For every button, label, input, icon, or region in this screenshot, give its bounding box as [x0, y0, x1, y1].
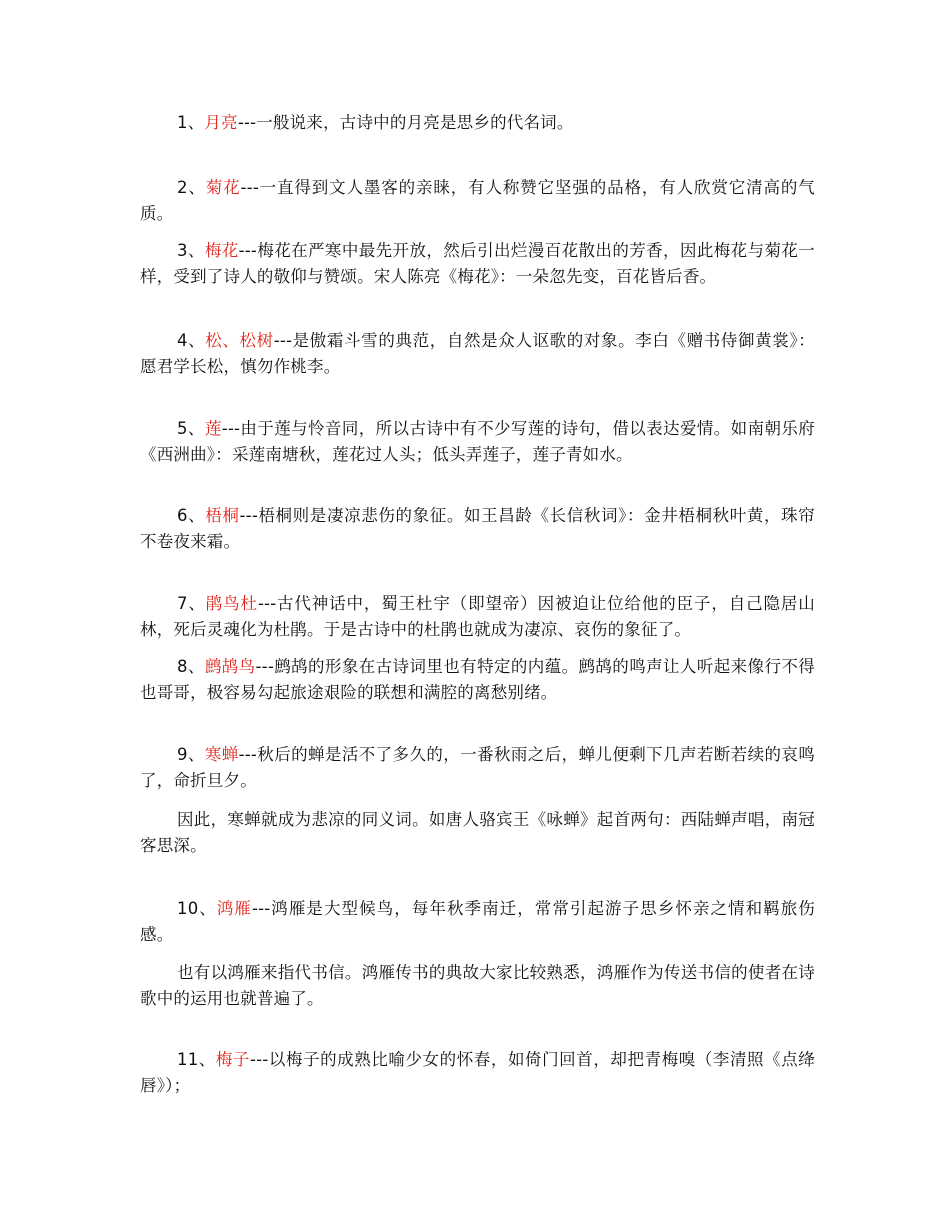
item-10 [140, 896, 815, 948]
item-8 [140, 654, 815, 706]
item-term: 月亮 [204, 113, 238, 132]
item-term: 鹧鸪鸟 [204, 657, 256, 676]
item-term: 莲 [204, 419, 222, 438]
item-text: ---鸿雁是大型候鸟，每年秋季南迁，常常引起游子思乡怀亲之情和羁旅伤感。 [140, 899, 815, 944]
item-text: ---一般说来，古诗中的月亮是思乡的代名词。 [237, 113, 574, 132]
item-1 [140, 110, 815, 136]
item-11 [140, 1047, 815, 1099]
item-text: ---一直得到文人墨客的亲睐，有人称赞它坚强的品格，有人欣赏它清高的气质。 [140, 178, 815, 223]
item-number: 1、 [177, 113, 205, 132]
item-10-continued [140, 960, 815, 1012]
item-text: ---鹧鸪的形象在古诗词里也有特定的内蕴。鹧鸪的鸣声让人听起来像行不得也哥哥，极容易勾起旅途艰险的联想和满腔的离愁别绪。 [140, 657, 815, 702]
item-term: 菊花 [205, 178, 241, 197]
item-number: 10、 [177, 899, 217, 918]
item-3 [140, 238, 815, 290]
item-text: ---由于莲与怜音同，所以古诗中有不少写莲的诗句，借以表达爱情。如南朝乐府《西洲曲》：采莲南塘秋，莲花过人头；低头弄莲子，莲子青如水。 [140, 419, 815, 464]
item-9-continued [140, 807, 815, 859]
item-6 [140, 503, 815, 555]
item-text: ---是傲霜斗雪的典范，自然是众人讴歌的对象。李白《赠书侍御黄裳》：愿君学长松，慎勿作桃李。 [140, 331, 815, 376]
item-number: 9、 [177, 745, 205, 764]
item-5 [140, 416, 815, 468]
item-term: 寒蝉 [204, 745, 239, 764]
item-9 [140, 742, 815, 794]
item-number: 11、 [177, 1050, 216, 1069]
item-text: ---秋后的蝉是活不了多久的，一番秋雨之后，蝉儿便剩下几声若断若续的哀鸣了，命折旦夕。 [140, 745, 815, 790]
item-text: ---古代神话中，蜀王杜宇（即望帝）因被迫让位给他的臣子，自己隐居山林，死后灵魂化为杜鹃。于是古诗中的杜鹃也就成为凄凉、哀伤的象征了。 [140, 594, 815, 639]
item-text: ---梧桐则是凄凉悲伤的象征。如王昌龄《长信秋词》：金井梧桐秋叶黄，珠帘不卷夜来霜。 [140, 506, 816, 551]
item-text: 因此，寒蝉就成为悲凉的同义词。如唐人骆宾王《咏蝉》起首两句：西陆蝉声唱，南冠客思深。 [140, 810, 815, 855]
item-term: 梧桐 [205, 506, 240, 525]
item-text: 也有以鸿雁来指代书信。鸿雁传书的典故大家比较熟悉，鸿雁作为传送书信的使者在诗歌中的运用也就普遍了。 [140, 963, 815, 1008]
item-number: 3、 [177, 241, 205, 260]
item-term: 松、松树 [205, 331, 274, 350]
item-number: 4、 [177, 331, 206, 350]
item-number: 7、 [177, 594, 206, 613]
item-text: ---梅花在严寒中最先开放，然后引出烂漫百花散出的芳香，因此梅花与菊花一样，受到了诗人的敬仰与赞颂。宋人陈亮《梅花》：一朵忽先变，百花皆后香。 [140, 241, 815, 286]
item-number: 6、 [177, 506, 206, 525]
item-4 [140, 328, 815, 380]
item-term: 鹃鸟杜 [205, 594, 258, 613]
item-number: 8、 [177, 657, 205, 676]
item-term: 梅子 [215, 1050, 251, 1069]
item-2 [140, 175, 815, 227]
item-number: 2、 [177, 178, 206, 197]
item-text: ---以梅子的成熟比喻少女的怀春，如倚门回首，却把青梅嗅（李清照《点绛唇》）； [140, 1050, 815, 1095]
item-7 [140, 591, 815, 643]
item-term: 梅花 [204, 241, 239, 260]
item-term: 鸿雁 [216, 899, 252, 918]
item-number: 5、 [177, 419, 205, 438]
